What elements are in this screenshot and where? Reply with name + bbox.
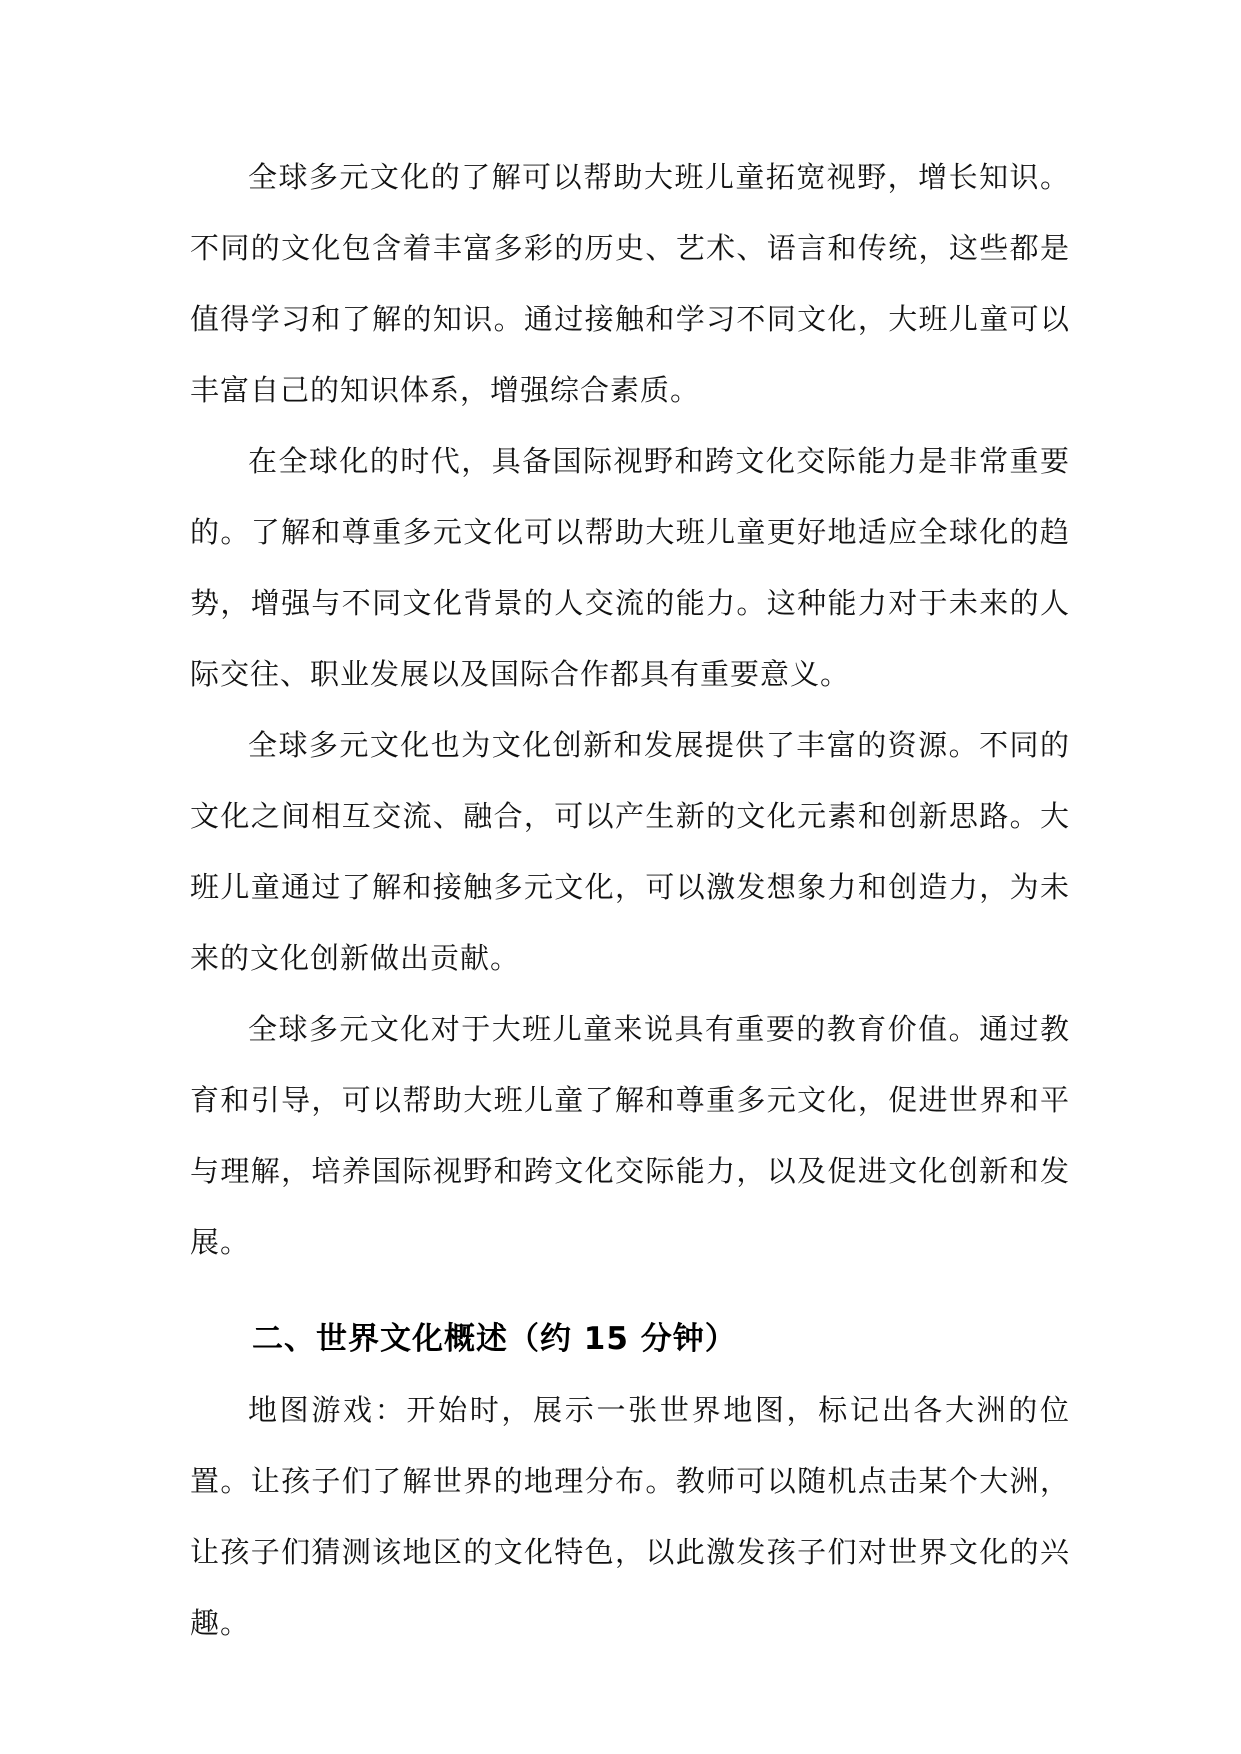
paragraph-globalization: 在全球化的时代，具备国际视野和跨文化交际能力是非常重要的。了解和尊重多元文化可以帮助大班儿童更好地适应全球化的趋势，增强与不同文化背景的人交流的能力。这种能力对于未来的人际交往、职业发展以及国际合作都具有重要意义。 [190, 444, 1070, 691]
document-body [190, 142, 1070, 1659]
paragraph-education-value: 全球多元文化对于大班儿童来说具有重要的教育价值。通过教育和引导，可以帮助大班儿童了解和尊重多元文化，促进世界和平与理解，培养国际视野和跨文化交际能力，以及促进文化创新和发展。 [190, 1012, 1070, 1259]
paragraph-knowledge: 全球多元文化的了解可以帮助大班儿童拓宽视野，增长知识。不同的文化包含着丰富多彩的历史、艺术、语言和传统，这些都是值得学习和了解的知识。通过接触和学习不同文化，大班儿童可以丰富自己的知识体系，增强综合素质。 [190, 160, 1070, 407]
paragraph-innovation: 全球多元文化也为文化创新和发展提供了丰富的资源。不同的文化之间相互交流、融合，可以产生新的文化元素和创新思路。大班儿童通过了解和接触多元文化，可以激发想象力和创造力，为未来的文化创新做出贡献。 [190, 728, 1070, 975]
section-heading: 二、世界文化概述（约 15 分钟） [252, 1321, 737, 1357]
paragraph-map-game: 地图游戏：开始时，展示一张世界地图，标记出各大洲的位置。让孩子们了解世界的地理分布。教师可以随机点击某个大洲，让孩子们猜测该地区的文化特色，以此激发孩子们对世界文化的兴趣。 [190, 1393, 1070, 1640]
